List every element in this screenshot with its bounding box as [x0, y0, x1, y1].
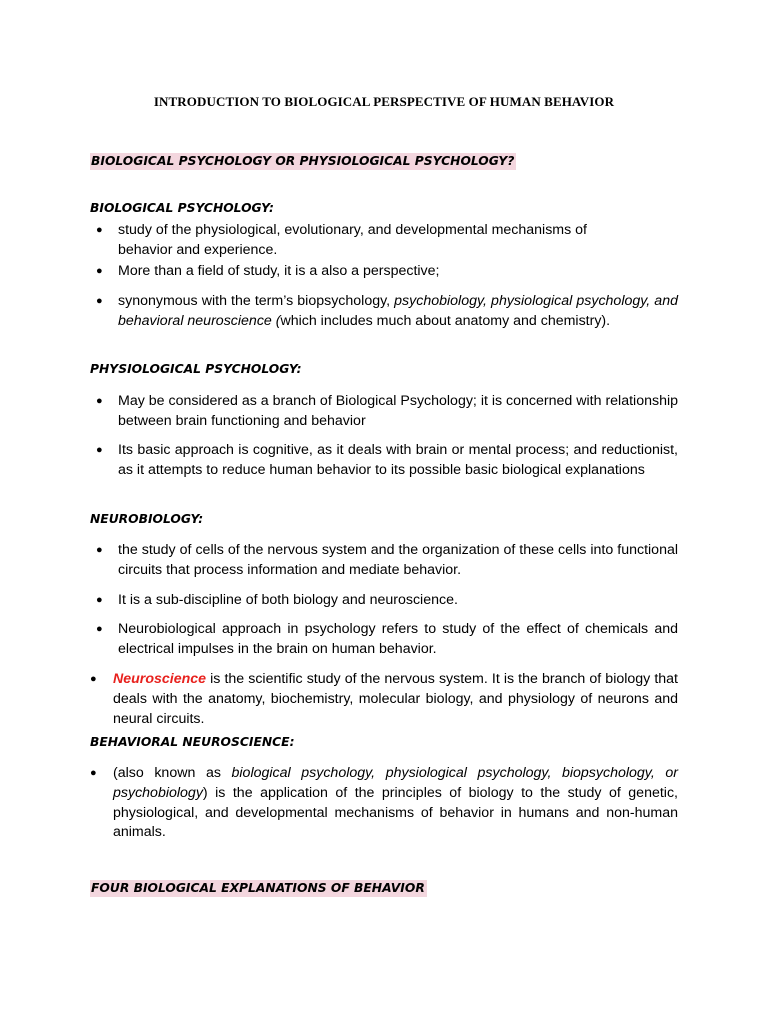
highlighted-term: Neuroscience [113, 671, 207, 687]
bullet-icon: ● [96, 224, 103, 236]
list-item: ● the study of cells of the nervous system and the organization of these cells into functional circuits that process information and mediate behavior. [96, 542, 678, 578]
list-item: ● It is a sub-discipline of both biology and neuroscience. [118, 591, 678, 611]
list-item: ● More than a field of study, it is a also a perspective; [118, 262, 678, 282]
bullet-icon: ● [96, 265, 103, 277]
list-item: ● (also known as biological psychology, physiological psychology, biopsychology, or psychobiology) is the application of the principles of biology to the study of genetic, physiological, and developmental mechanisms of behavior in humans and non-human animals. [90, 765, 678, 841]
heading-physiological-psychology: PHYSIOLOGICAL PSYCHOLOGY: [90, 362, 302, 376]
bullet-icon: ● [96, 295, 103, 307]
heading-biological-psychology: BIOLOGICAL PSYCHOLOGY: [90, 201, 274, 215]
section-heading-four-explanations: FOUR BIOLOGICAL EXPLANATIONS OF BEHAVIOR [91, 881, 425, 895]
bullet-icon: ● [96, 623, 103, 635]
bullet-icon: ● [96, 544, 103, 556]
bullet-icon: ● [96, 444, 103, 456]
list-item: ● May be considered as a branch of Biological Psychology; it is concerned with relationship between brain functioning and behavior [96, 393, 678, 429]
list-item: ● Neuroscience is the scientific study of the nervous system. It is the branch of biology that deals with the anatomy, biochemistry, molecular biology, and physiology of neurons and neural circuits. [90, 671, 678, 727]
heading-neurobiology: NEUROBIOLOGY: [90, 512, 204, 526]
list-item: ● synonymous with the term’s biopsychology, psychobiology, physiological psychology, and behavioral neuroscience (which includes much about anatomy and chemistry). [96, 293, 678, 329]
list-item: ● Its basic approach is cognitive, as it deals with brain or mental process; and reductionist, as it attempts to reduce human behavior to its possible basic biological explanations [96, 442, 678, 478]
document-title: INTRODUCTION TO BIOLOGICAL PERSPECTIVE OF HUMAN BEHAVIOR [153, 94, 615, 109]
bullet-icon: ● [96, 395, 103, 407]
list-item: ● Neurobiological approach in psychology refers to study of the effect of chemicals and electrical impulses in the brain on human behavior. [96, 621, 678, 657]
heading-behavioral-neuroscience: BEHAVIORAL NEUROSCIENCE: [90, 735, 295, 749]
bullet-icon: ● [90, 767, 97, 779]
bullet-icon: ● [90, 673, 97, 685]
bullet-icon: ● [96, 594, 103, 606]
list-item: ● study of the physiological, evolutionary, and developmental mechanisms of behavior and experience. [96, 222, 587, 258]
section-heading-bio-vs-phys: BIOLOGICAL PSYCHOLOGY OR PHYSIOLOGICAL PSYCHOLOGY? [91, 154, 515, 168]
